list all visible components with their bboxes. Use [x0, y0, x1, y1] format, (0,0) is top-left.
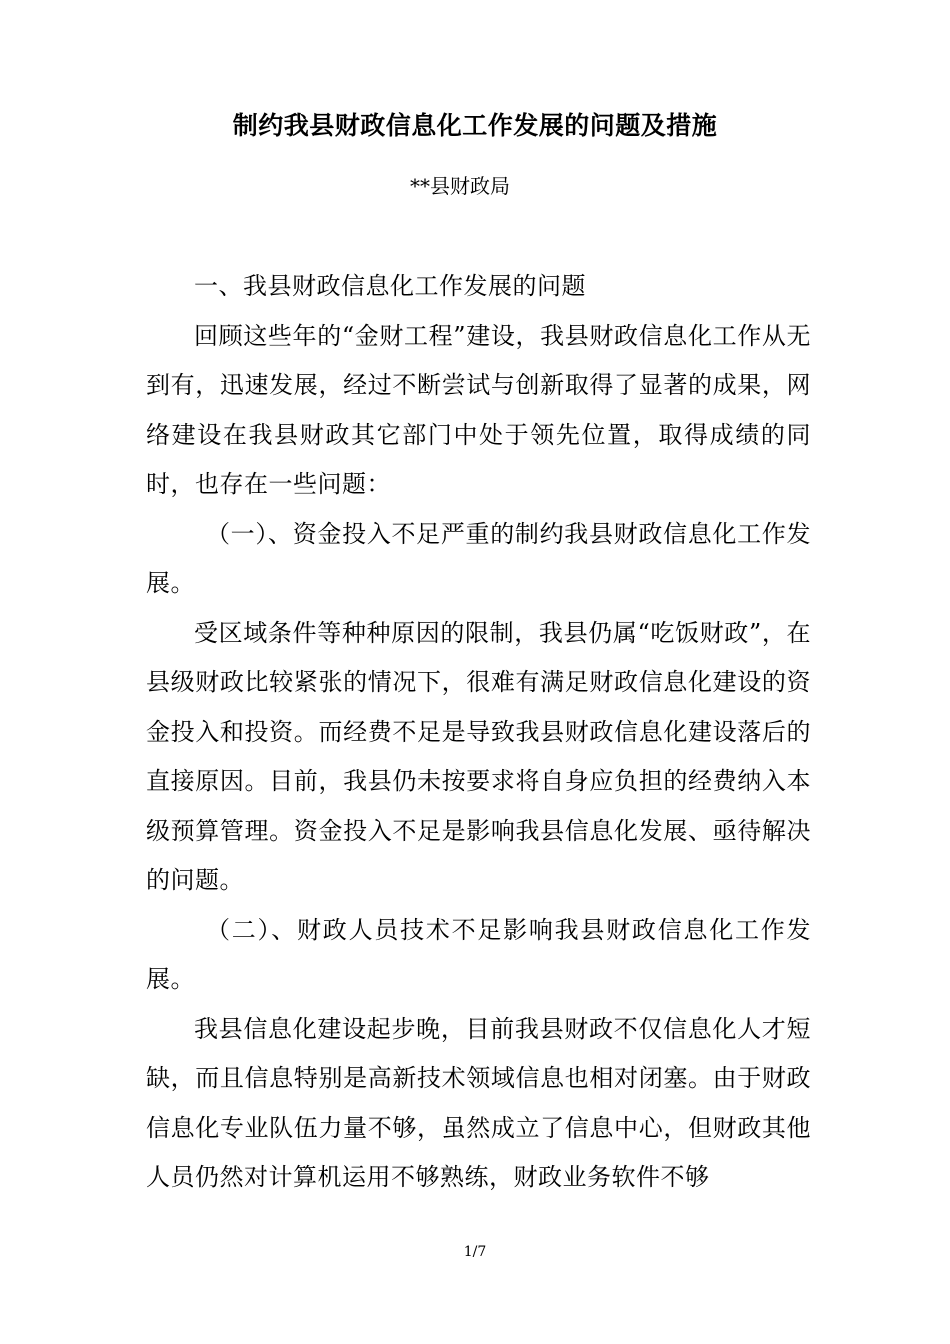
paragraph: 受区域条件等种种原因的限制，我县仍属“吃饭财政”，在县级财政比较紧张的情况下，很难有满足财政信息化建设的资金投入和投资。而经费不足是导致我县财政信息化建设落后的直接原因。目前，我县仍未按要求将自身应负担的经费纳入本级预算管理。资金投入不足是影响我县信息化发展、亟待解决的问题。 [146, 618, 811, 894]
paragraph: 我县信息化建设起步晚，目前我县财政不仅信息化人才短缺，而且信息特别是高新技术领域信息也相对闭塞。由于财政信息化专业队伍力量不够，虽然成立了信息中心，但财政其他人员仍然对计算机运用不够熟练，财政业务软件不够 [146, 1014, 811, 1191]
paragraph: 回顾这些年的“金财工程”建设，我县财政信息化工作从无到有，迅速发展，经过不断尝试与创新取得了显著的成果，网络建设在我县财政其它部门中处于领先位置，取得成绩的同时，也存在一些问题： [146, 321, 811, 498]
page-number: 1/7 [463, 1244, 487, 1260]
document-body [146, 262, 811, 1203]
document-author: **县财政局 [410, 174, 510, 198]
document-title: 制约我县财政信息化工作发展的问题及措施 [232, 111, 718, 140]
subsection-heading: （二）、财政人员技术不足影响我县财政信息化工作发展。 [146, 915, 811, 993]
section-heading: 一、我县财政信息化工作发展的问题 [194, 272, 586, 300]
subsection-heading: （一）、资金投入不足严重的制约我县财政信息化工作发展。 [146, 519, 811, 597]
